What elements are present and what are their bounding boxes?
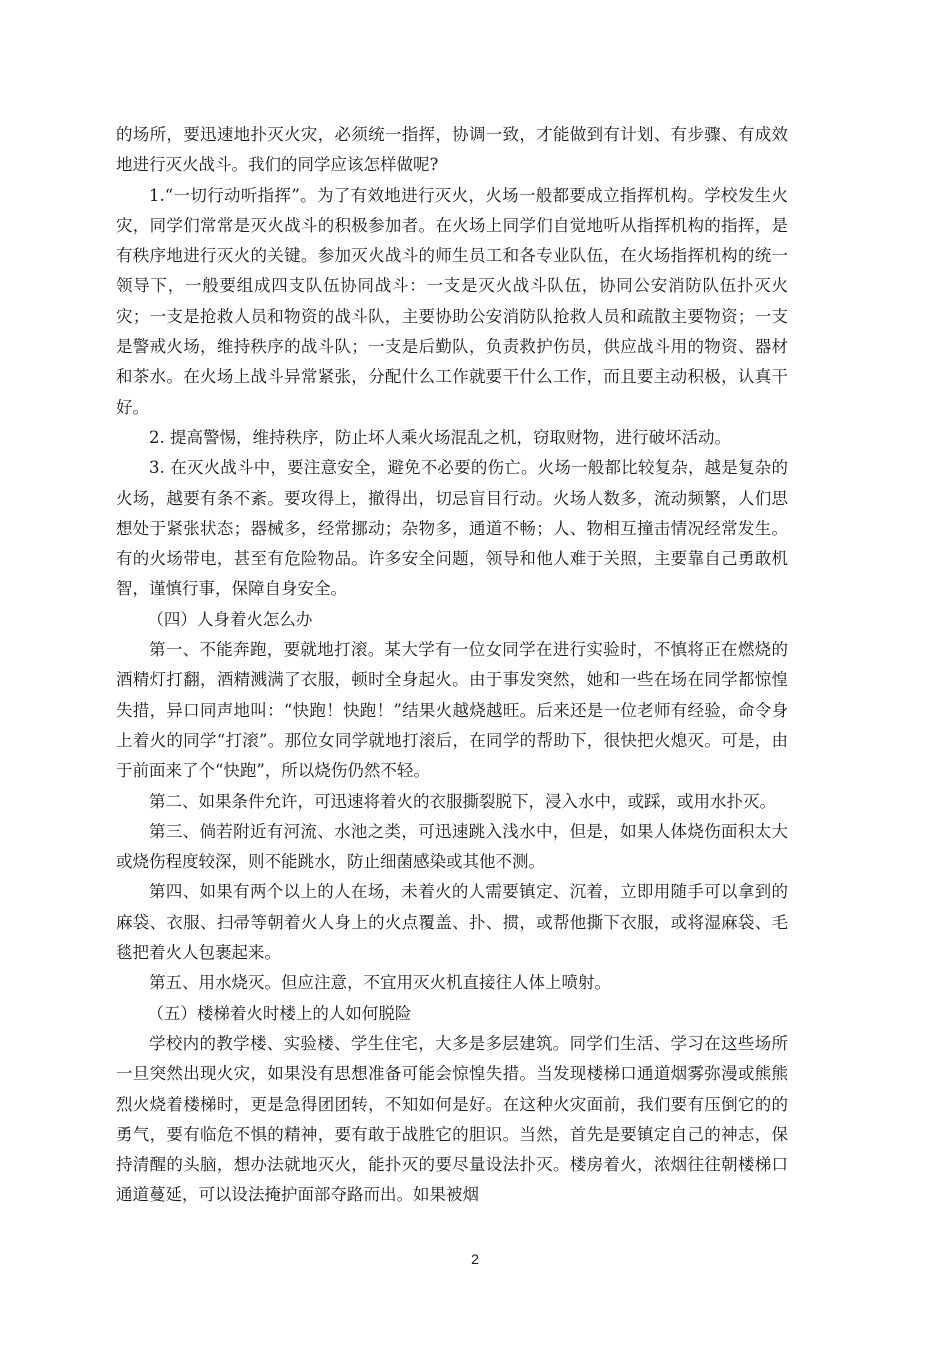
paragraph-item-1: 1.“一切行动听指挥”。为了有效地进行灭火，火场一般都要成立指挥机构。学校发生火灾，同学们常常是灭火战斗的积极参加者。在火场上同学们自觉地听从指挥机构的指挥，是有秩序地进行灭火的关键。参加灭火战斗的师生员工和各专业队伍，在火场指挥机构的统一领导下，一般要组成四支队伍协同战斗：一支是灭火战斗队伍，协同公安消防队伍扑灭火灾；一支是抢救人员和物资的战斗队，主要协助公安消防队抢救人员和疏散主要物资；一支是警戒火场，维持秩序的战斗队；一支是后勤队，负责救护伤员，供应战斗用的物资、器材和茶水。在火场上战斗异常紧张，分配什么工作就要干什么工作，而且要主动积极，认真干好。 (116, 185, 788, 417)
section-heading-4: （四）人身着火怎么办 (147, 609, 313, 629)
paragraph-continuation: 的场所，要迅速地扑灭火灾，必须统一指挥，协调一致，才能做到有计划、有步骤、有成效地进行灭火战斗。我们的同学应该怎样做呢? (116, 125, 788, 175)
section-heading-5: （五）楼梯着火时楼上的人如何脱险 (147, 1003, 412, 1023)
paragraph-second: 第二、如果条件允许，可迅速将着火的衣服撕裂脱下，浸入水中，或踩，或用水扑灭。 (149, 791, 776, 811)
paragraph-third: 第三、倘若附近有河流、水池之类，可迅速跳入浅水中，但是，如果人体烧伤面积太大或烧伤程度较深，则不能跳水，防止细菌感染或其他不测。 (116, 821, 788, 872)
paragraph-first: 第一、不能奔跑，要就地打滚。某大学有一位女同学在进行实验时，不慎将正在燃烧的酒精灯打翻，酒精溅满了衣服，顿时全身起火。由于事发突然，她和一些在场在同学都惊惶失措，异口同声地叫：“快跑！快跑！”结果火越烧越旺。后来还是一位老师有经验，命令身上着火的同学“打滚”。那位女同学就地打滚后，在同学的帮助下，很快把火熄灭。可是，由于前面来了个“快跑”，所以烧伤仍然不轻。 (116, 640, 788, 781)
paragraph-stairs: 学校内的教学楼、实验楼、学生住宅，大多是多层建筑。同学们生活、学习在这些场所一旦突然出现火灾，如果没有思想准备可能会惊惶失措。当发现楼梯口通道烟雾弥漫或熊熊烈火烧着楼梯时，更是急得团团转，不知如何是好。在这种火灾面前，我们要有压倒它的的勇气，要有临危不惧的精神，要有敢于战胜它的胆识。当然，首先是要镇定自己的神志，保持清醒的头脑，想办法就地灭火，能扑灭的要尽量设法扑灭。楼房着火，浓烟往往朝楼梯口通道蔓延，可以设法掩护面部夺路而出。如果被烟 (116, 1033, 788, 1205)
paragraph-fourth: 第四、如果有两个以上的人在场，未着火的人需要镇定、沉着，立即用随手可以拿到的麻袋、衣服、扫帚等朝着火人身上的火点覆盖、扑、掼，或帮他撕下衣服，或将湿麻袋、毛毯把着火人包裹起来。 (116, 882, 788, 963)
body-text (116, 120, 788, 1211)
paragraph-fifth: 第五、用水烧灭。但应注意，不宜用灭火机直接往人体上喷射。 (149, 973, 611, 993)
paragraph-item-3: 3. 在灭火战斗中，要注意安全，避免不必要的伤亡。火场一般都比较复杂，越是复杂的火场，越要有条不紊。要攻得上，撤得出，切忌盲目行动。火场人数多，流动频繁，人们思想处于紧张状态；器械多，经常挪动；杂物多，通道不畅；人、物相互撞击情况经常发生。有的火场带电，甚至有危险物品。许多安全问题，领导和他人难于关照，主要靠自己勇敢机智，谨慎行事，保障自身安全。 (116, 458, 788, 599)
paragraph-item-2: 2. 提高警惕，维持秩序，防止坏人乘火场混乱之机，窃取财物，进行破坏活动。 (149, 427, 731, 447)
page-number: 2 (471, 1251, 479, 1267)
